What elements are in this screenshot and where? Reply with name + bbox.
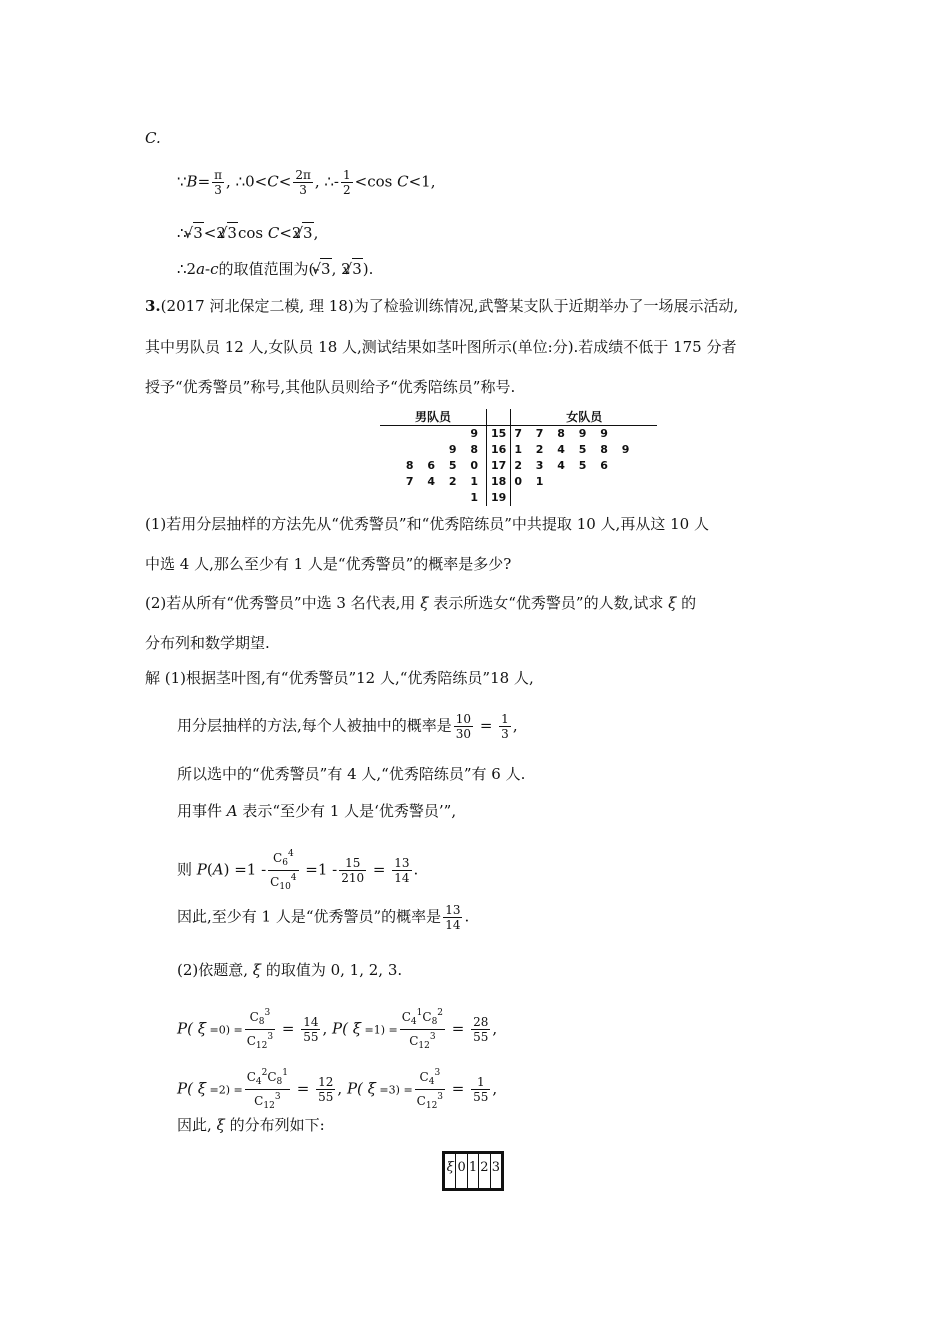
text: =3) = <box>375 1083 413 1097</box>
fraction: $\frac{28}{55}$ <box>473 1015 489 1044</box>
because-symbol: ∵ <box>177 172 187 191</box>
text: ∴- <box>177 224 192 242</box>
text: , 2 <box>331 260 351 278</box>
question-2-line-1 <box>145 593 696 613</box>
solution-line-3: 所以选中的“优秀警员”有 4 人,“优秀陪练员”有 6 人. <box>177 765 526 783</box>
var-b: B <box>186 172 198 191</box>
stem-row <box>380 490 657 506</box>
problem-number: 3. <box>145 297 161 315</box>
text: =2) = <box>205 1083 243 1097</box>
question-1-line-1: (1)若用分层抽样的方法先从“优秀警员”和“优秀陪练员”中共提取 10 人,再从这 10 人 <box>145 515 709 533</box>
text: = <box>447 1079 470 1098</box>
text: =1 - <box>300 860 338 879</box>
right-leaves: 1 2 4 5 8 9 <box>514 443 635 456</box>
text: (2)依题意, <box>177 961 253 979</box>
text: = <box>368 860 391 879</box>
var-xi: ξ <box>197 1019 206 1038</box>
combination-fraction: $\frac{C_8^3}{C_{12}^3}$ <box>246 1008 274 1051</box>
text: 的 <box>676 594 697 612</box>
table-cell: 2 <box>479 1154 490 1188</box>
text: (2)若从所有“优秀警员”中选 3 名代表,用 <box>145 594 421 612</box>
left-header: 男队员 <box>380 409 487 426</box>
solution-line-5 <box>177 847 418 894</box>
text: < <box>278 172 292 191</box>
fraction: $\frac{1}{55}$ <box>473 1075 489 1104</box>
fraction: $\frac{10}{30}$ <box>455 712 472 741</box>
sqrt-3: √ 3 <box>302 222 313 243</box>
probability-line-2 <box>177 1066 497 1113</box>
text: 表示“至少有 1 人是‘优秀警员’”, <box>237 802 457 820</box>
table-cell: 3 <box>491 1160 500 1175</box>
text: 则 <box>177 860 197 879</box>
text: , <box>492 1019 498 1038</box>
text: , <box>492 1079 498 1098</box>
text: P( <box>346 1079 368 1098</box>
text: = <box>475 716 498 735</box>
var-xi: ξ <box>668 594 677 612</box>
text: , <box>322 1019 333 1038</box>
text: P( <box>332 1019 353 1038</box>
left-leaves: 9 <box>470 427 483 440</box>
pi-over-3: $\frac{\pi}{3}$ <box>214 168 223 197</box>
text: (2017 河北保定二模, 理 18)为了检验训练情况,武警某支队于近期举办了一场展示活动, <box>160 297 739 315</box>
text: <2 <box>279 224 302 242</box>
stem-row <box>380 474 657 490</box>
solution-line-4 <box>177 801 456 821</box>
text: =1) = <box>361 1023 398 1037</box>
table-cell: 1 <box>468 1154 479 1188</box>
var-xi: ξ <box>216 1116 225 1134</box>
var-xi: ξ <box>420 594 429 612</box>
solution-line-6 <box>177 903 469 932</box>
two-pi-over-3: $\frac{2\pi}{3}$ <box>295 168 311 197</box>
var-xi: ξ <box>367 1079 376 1098</box>
prev-line-2 <box>177 222 318 243</box>
text: ). <box>362 260 374 278</box>
text: <2 <box>203 224 226 242</box>
left-leaves: 1 <box>470 491 483 504</box>
stem: 18 <box>487 474 511 490</box>
stem-row <box>380 458 657 474</box>
right-header: 女队员 <box>511 409 658 426</box>
table-cell: ξ <box>445 1154 456 1188</box>
var-a: A <box>226 802 238 820</box>
right-leaves: 7 7 8 9 9 <box>514 427 613 440</box>
right-leaves: 0 1 <box>514 475 549 488</box>
var-c: C <box>267 172 279 191</box>
var-xi: ξ <box>352 1019 361 1038</box>
text: 的取值范围为(- <box>218 260 320 278</box>
fraction: $\frac{14}{55}$ <box>303 1015 319 1044</box>
prev-c-line: C. <box>145 129 161 147</box>
right-leaves: 2 3 4 5 6 <box>514 459 613 472</box>
text: <cos <box>354 172 398 191</box>
fraction: $\frac{13}{14}$ <box>394 856 410 885</box>
text: 用分层抽样的方法,每个人被抽中的概率是 <box>177 716 452 735</box>
var-c: c <box>210 260 219 278</box>
sqrt-3: √ 3 <box>193 222 204 243</box>
text: 的取值为 0, 1, 2, 3. <box>261 961 403 979</box>
question-1-line-2: 中选 4 人,那么至少有 1 人是“优秀警员”的概率是多少? <box>145 555 512 573</box>
left-leaves: 8 6 5 0 <box>405 459 483 472</box>
fraction: $\frac{1}{3}$ <box>501 712 509 741</box>
text: 因此, <box>177 1116 217 1134</box>
combination-fraction: $\frac{C_6^4}{C_{10}^4}$ <box>270 849 297 892</box>
distribution-table <box>442 1151 504 1191</box>
text: 因此,至少有 1 人是“优秀警员”的概率是 <box>177 907 442 926</box>
fraction: $\frac{12}{55}$ <box>318 1075 334 1104</box>
text: <1, <box>408 172 436 191</box>
var-c: C <box>397 172 409 191</box>
text: - <box>205 260 211 278</box>
combination-fraction: $\frac{C_4^2C_8^1}{C_{12}^3}$ <box>246 1068 289 1111</box>
solution-line-2 <box>177 712 518 741</box>
fraction: $\frac{15}{210}$ <box>341 856 365 885</box>
right-leaves <box>511 490 658 506</box>
stem-row <box>380 426 657 443</box>
one-half: $\frac{1}{2}$ <box>343 168 351 197</box>
var-p: P <box>196 860 207 879</box>
text: = <box>277 1019 300 1038</box>
var-a: A <box>212 860 224 879</box>
text: ( <box>206 860 213 879</box>
text: 表示所选女“优秀警员”的人数,试求 <box>428 594 669 612</box>
problem-line-2: 其中男队员 12 人,女队员 18 人,测试结果如茎叶图所示(单位:分).若成绩不低于 175 分者 <box>145 338 737 356</box>
text: , ∴- <box>314 172 339 191</box>
stem-leaf-plot <box>380 409 657 506</box>
probability-line-1 <box>177 1006 497 1053</box>
text: ∴2 <box>177 260 197 278</box>
problem-line-1 <box>145 296 738 316</box>
table-cell: 0 <box>456 1154 467 1188</box>
problem-line-3: 授予“优秀警员”称号,其他队员则给予“优秀陪练员”称号. <box>145 378 516 396</box>
text: , <box>313 224 319 242</box>
stem: 16 <box>487 442 511 458</box>
text: = <box>292 1079 315 1098</box>
text: = <box>447 1019 470 1038</box>
text: 的分布列如下: <box>224 1116 325 1134</box>
text: , <box>512 716 518 735</box>
text: =0) = <box>205 1023 243 1037</box>
var-xi: ξ <box>197 1079 206 1098</box>
text: ) =1 - <box>223 860 267 879</box>
left-leaves: 9 8 <box>448 443 483 456</box>
text: . <box>413 860 419 879</box>
text: P( <box>177 1019 198 1038</box>
fraction: $\frac{13}{14}$ <box>445 903 461 932</box>
equals: = <box>197 172 211 191</box>
prev-line-3 <box>177 258 373 279</box>
combination-fraction: $\frac{C_4^3}{C_{12}^3}$ <box>416 1068 444 1111</box>
prev-line-1 <box>177 168 435 197</box>
stem-row <box>380 442 657 458</box>
text: 用事件 <box>177 802 227 820</box>
var-a: a <box>196 260 206 278</box>
solution-line-7 <box>177 960 402 980</box>
text: P( <box>177 1079 198 1098</box>
left-leaves: 7 4 2 1 <box>405 475 483 488</box>
solution-line-1: 解 (1)根据茎叶图,有“优秀警员”12 人,“优秀陪练员”18 人, <box>145 669 534 687</box>
stem: 19 <box>487 490 511 506</box>
sqrt-3: √ 3 <box>227 222 238 243</box>
text: , <box>337 1079 347 1098</box>
sqrt-3: √ 3 <box>352 258 363 279</box>
text: cos <box>237 224 268 242</box>
solution-final-line <box>177 1115 325 1135</box>
question-2-line-2: 分布列和数学期望. <box>145 634 270 652</box>
text: . <box>464 907 470 926</box>
stem: 17 <box>487 458 511 474</box>
var-c: C <box>267 224 280 242</box>
stem: 15 <box>487 426 511 443</box>
text: , ∴0< <box>226 172 268 191</box>
combination-fraction: $\frac{C_4^1C_8^2}{C_{12}^3}$ <box>401 1008 444 1051</box>
sqrt-3: √ 3 <box>320 258 331 279</box>
var-xi: ξ <box>252 961 262 979</box>
